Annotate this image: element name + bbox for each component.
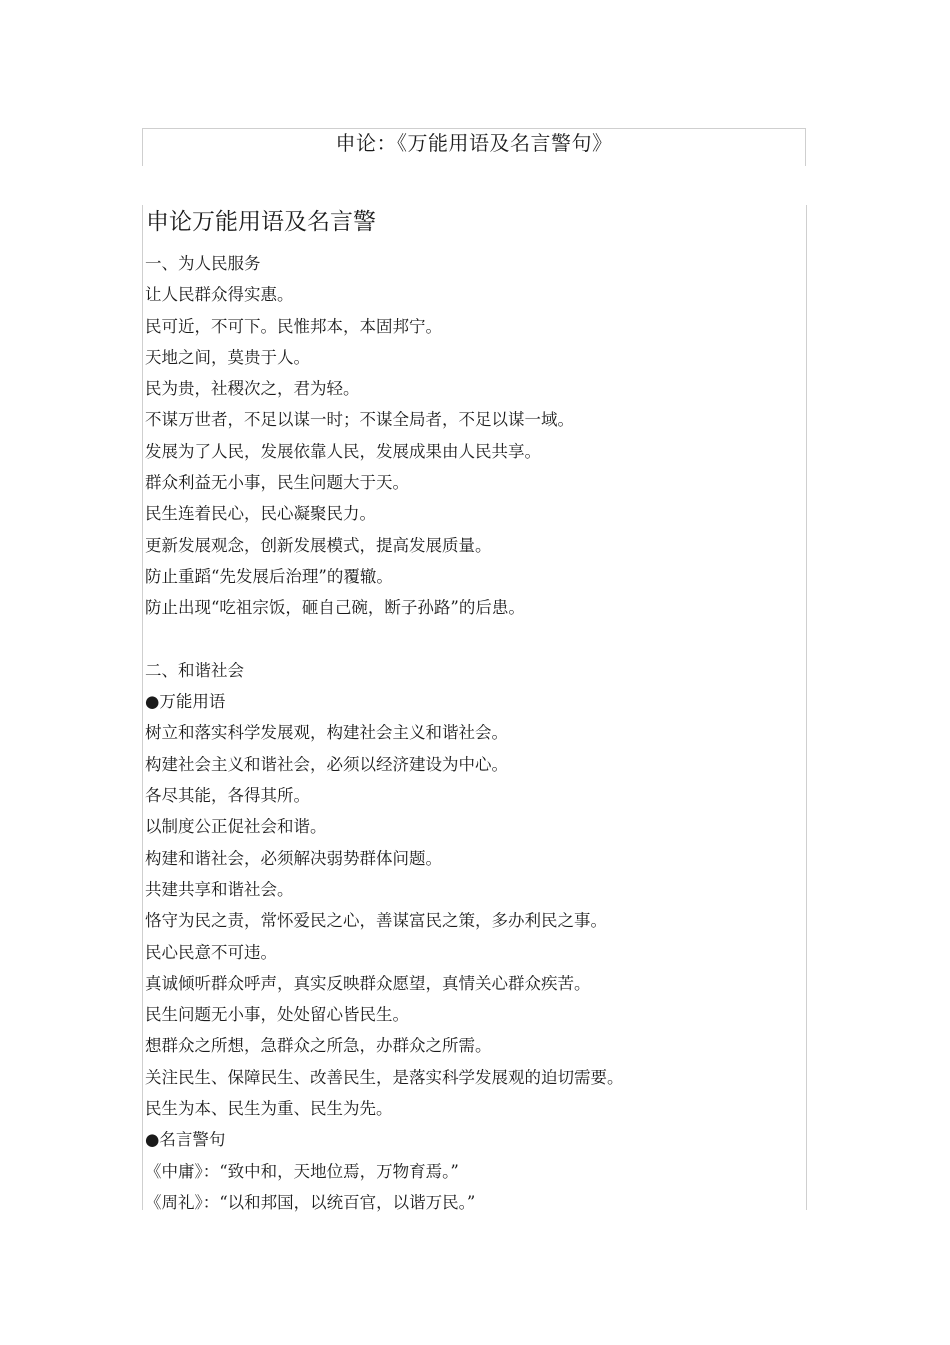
text-line: 群众利益无小事，民生问题大于天。 xyxy=(145,473,409,493)
text-line: 民生连着民心，民心凝聚民力。 xyxy=(145,504,376,524)
text-line: 民生为本、民生为重、民生为先。 xyxy=(145,1099,393,1119)
text-line: 恪守为民之责，常怀爱民之心，善谋富民之策，多办利民之事。 xyxy=(145,911,607,931)
text-line: 关注民生、保障民生、改善民生，是落实科学发展观的迫切需要。 xyxy=(145,1067,624,1087)
text-line: 各尽其能，各得其所。 xyxy=(145,786,310,806)
section-heading: 申论万能用语及名言警 xyxy=(146,209,376,235)
blank-line xyxy=(145,624,624,655)
text-line: 想群众之所想，急群众之所急，办群众之所需。 xyxy=(145,1036,492,1056)
text-line: 民可近，不可下。民惟邦本，本固邦宁。 xyxy=(145,316,442,336)
text-line: 发展为了人民，发展依靠人民，发展成果由人民共享。 xyxy=(145,441,541,461)
text-line: 更新发展观念，创新发展模式，提高发展质量。 xyxy=(145,535,492,555)
text-line: 让人民群众得实惠。 xyxy=(145,285,294,305)
text-lines xyxy=(145,248,624,1218)
text-line: 构建和谐社会，必须解决弱势群体问题。 xyxy=(145,848,442,868)
title-frame xyxy=(142,128,806,166)
text-line: 防止出现“吃祖宗饭，砸自己碗，断子孙路”的后患。 xyxy=(145,598,525,618)
text-line: 共建共享和谐社会。 xyxy=(145,879,294,899)
subsection-heading: 一、为人民服务 xyxy=(145,254,261,273)
text-line: 防止重蹈“先发展后治理”的覆辙。 xyxy=(145,566,393,586)
text-line: 天地之间，莫贵于人。 xyxy=(145,347,310,367)
text-line: 《周礼》：“以和邦国，以统百官，以谐万民。” xyxy=(145,1192,476,1212)
subsection-heading: 二、和谐社会 xyxy=(145,660,244,680)
text-line: 民为贵，社稷次之，君为轻。 xyxy=(145,379,360,399)
text-line: 树立和落实科学发展观，构建社会主义和谐社会。 xyxy=(145,723,508,743)
text-line: 真诚倾听群众呼声，真实反映群众愿望，真情关心群众疾苦。 xyxy=(145,973,591,993)
text-line: 民心民意不可违。 xyxy=(145,942,277,962)
document-title: 申论：《万能用语及名言警句》 xyxy=(335,131,613,155)
content-frame xyxy=(142,205,807,1210)
bullet-heading: ●万能用语 xyxy=(145,692,226,712)
text-line: 以制度公正促社会和谐。 xyxy=(145,817,327,837)
text-line: 不谋万世者，不足以谋一时；不谋全局者，不足以谋一域。 xyxy=(145,410,574,430)
text-line: 《中庸》：“致中和，天地位焉，万物育焉。” xyxy=(145,1161,459,1181)
text-line: 构建社会主义和谐社会，必须以经济建设为中心。 xyxy=(145,754,508,774)
bullet-heading: ●名言警句 xyxy=(145,1130,226,1150)
text-line: 民生问题无小事，处处留心皆民生。 xyxy=(145,1005,409,1025)
